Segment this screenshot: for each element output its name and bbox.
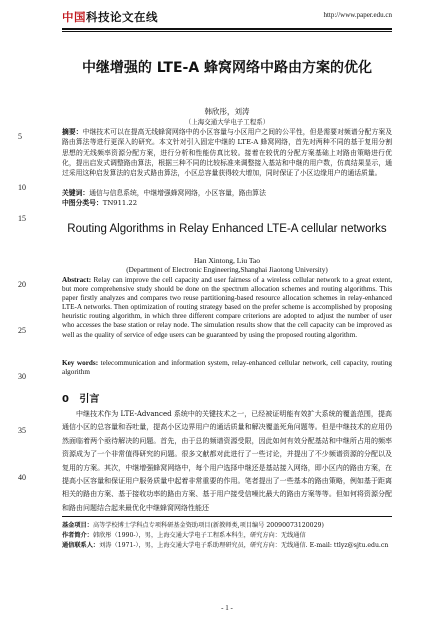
line-number: 30 [18,372,26,381]
keywords-cn: 关键词：通信与信息系统，中继增强蜂窝网络，小区容量，路由算法 [62,189,266,197]
intro-paragraph: 中继技术作为 LTE-Advanced 系统中的关键技术之一，已经被证明能有效扩大系统的覆盖范围，提高通信小区的总容量和吞吐量，提高小区边界用户的通话质量和解决覆盖死角问题等。但是中继技术的应用仍然面临着两个亟待解决的问题。首先，由于总的频谱资源受限，因此如何有效分配基站和中继所占用的频率资源成为了一个非常值得研究的问题。很多文献都对此进行了一些讨论，并提出了不少频谱资源的分配以及复用的方案。其次，中继增强蜂窝网络中，每个用户选择中继还是基站接入网络，即小区内的路由方案，在提高小区容量和保证用户服务质量中起着非常重要的作用。笔者提出了一些基本的路由策略，例如基于距离相关的路由方案、基于接收功率的路由方案、基于用户接受信噪比最大的路由方案等等。但如何将资源分配和路由问题结合起来最优化中继蜂窝网络性能还 [62,410,392,512]
footnote-funding: 基金项目：高等学校博士学科点专项科研基金资助项目(新教师类,项目编号 20090073120029) [62,522,324,529]
line-number: 25 [18,326,26,335]
line-number: 10 [18,183,26,192]
authors-en: Han Xintong, Liu Tao [194,256,260,265]
line-number: 15 [18,214,26,223]
header-rule-thin [62,31,392,32]
header-rule [62,28,392,30]
footnote-rule [62,516,392,517]
affiliation-en: (Department of Electronic Engineering,Shanghai Jiaotong University) [126,266,328,274]
authors-cn: 韩欣彤，刘涛 [204,107,250,116]
affiliation-cn: （上海交通大学电子工程系） [184,118,270,126]
abstract-cn: 摘要：中继技术可以在提高无线蜂窝网络中的小区容量与小区用户之间的公平性，但是需要对频谱分配方案及路由算法等进行更深入的研究。本文针对引入固定中继的 LTE-A 蜂窝网络，首先对两种不同的基于复用分割思想的无线频率资源分配方案，进行分析和性能仿真比较。接着在较优的分配方案基础上对路由策略进行优化，提出启发式调整路由算法，根据三种不同的比较标准来调整接入基站和中继的用户数，仿真结果显示，通过采用这种启发算法的启发式路由算法，小区总容量获得较大增加，同时保证了小区边缘用户的通话质量。 [62,128,392,178]
paper-title-en: Routing Algorithms in Relay Enhanced LTE-A cellular networks [67,223,387,235]
section-heading: 0 引言 [62,394,100,405]
footnote-author: 作者简介：韩欣彤（1990-），男，上海交通大学电子工程系本科生，研究方向：无线通信 [62,532,306,539]
classification-cn: 中图分类号：TN911.22 [62,199,138,207]
paper-title-cn: 中继增强的 LTE-A 蜂窝网络中路由方案的优化 [81,60,373,76]
line-number: 35 [18,426,26,435]
line-number: 40 [18,473,26,482]
keywords-en: Key words: telecommunication and information system, relay-enhanced cellular network, cell capacity, routing algorithm [62,359,392,377]
page-number: - 1 - [221,604,233,612]
page-header [62,9,392,27]
site-logo[interactable]: 中国科技论文在线 [62,10,158,24]
abstract-en: Abstract: Relay can improve the cell capacity and user fairness of a wireless cellular network to a great extent, but more comprehensive study should be done on the spectrum allocation schemes and routing algorithms. This paper firstly analyzes and compares two reuse partitioning-based resource allocation schemes in relay-enhanced LTE-A networks. Then optimization of routing strategy based on the prefer scheme is accomplished by proposing heuristic routing algorithm, in which three different compare criterions are adopted to adjust the number of user who accesses the base station or relay node. The simulation results show that the cell capacity can be improved as well as the quality of service of edge users can be guaranteed by using the proposed routing algorithm. [62,276,392,339]
site-url[interactable]: http://www.paper.edu.cn [323,11,392,19]
line-number: 5 [18,132,22,141]
footnote-contact: 通信联系人：刘涛（1971-），男，上海交通大学电子系助理研究员，研究方向：无线通信. E-mail: ttlyz@sjtu.edu.cn [62,542,389,549]
line-number: 20 [18,280,26,289]
